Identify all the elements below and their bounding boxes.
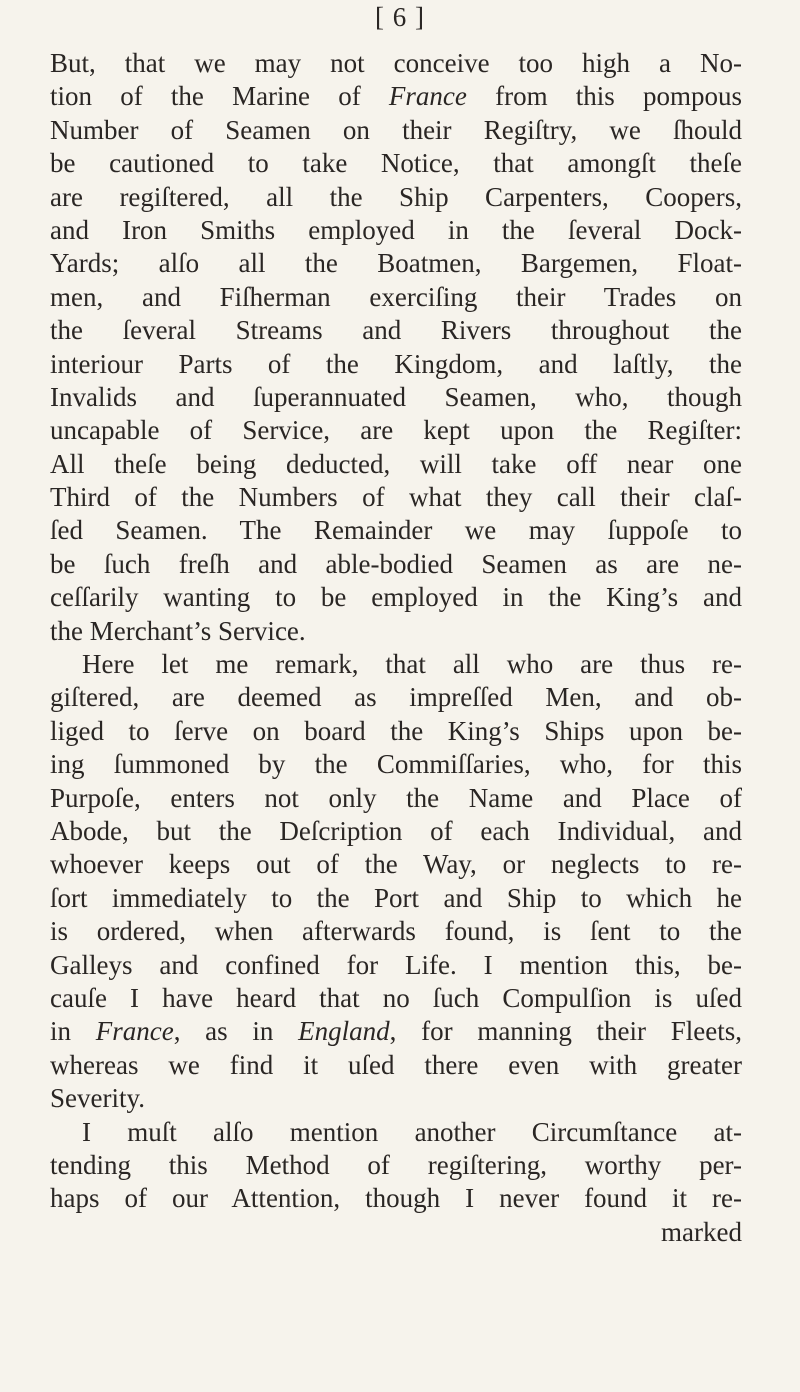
text-line: Third of the Numbers of what they call their claſ- [50, 482, 742, 513]
text-line: Here let me remark, that all who are thus re- [82, 649, 742, 680]
italic-place-name: France [95, 1016, 174, 1047]
text-line: All theſe being deducted, will take off near one [50, 448, 742, 479]
text-line: and Iron Smiths employed in the ſeveral Dock- [50, 214, 742, 245]
text-line: uncapable of Service, are kept upon the Regiſter: [50, 415, 742, 446]
text-line: giſtered, are deemed as impreſſed Men, and ob- [50, 682, 742, 713]
text-line: the ſeveral Streams and Rivers throughout the [50, 315, 742, 346]
page-number: [ 6 ] [375, 2, 425, 32]
text-line: Invalids and ſuperannuated Seamen, who, though [50, 381, 742, 412]
italic-place-name: France [388, 81, 467, 112]
text-line: Yards; alſo all the Boatmen, Bargemen, Float- [50, 248, 742, 279]
catchword: marked [661, 1216, 742, 1247]
text-line-with-italic: in France, as in England, for manning their Fleets, [50, 1016, 742, 1047]
text-line: I muſt alſo mention another Circumſtance at- [82, 1116, 742, 1147]
text-line: ing ſummoned by the Commiſſaries, who, for this [50, 749, 742, 780]
text-line: liged to ſerve on board the King’s Ships upon be- [50, 715, 742, 746]
body-text [50, 47, 742, 1249]
text-line: the Merchant’s Service. [50, 615, 306, 646]
text-line: ceſſarily wanting to be employed in the King’s and [50, 582, 742, 613]
text-line: interiour Parts of the Kingdom, and laſtly, the [50, 348, 742, 379]
text-line: Abode, but the Deſcription of each Individual, and [50, 815, 742, 846]
text-line: is ordered, when afterwards found, is ſent to the [50, 916, 742, 947]
text-line: But, that we may not conceive too high a No- [50, 48, 742, 78]
text-line: men, and Fiſherman exerciſing their Trades on [50, 281, 742, 312]
text-line: be cautioned to take Notice, that amongſt theſe [50, 148, 742, 179]
text-line: Severity. [50, 1083, 145, 1114]
text-line: are regiſtered, all the Ship Carpenters, Coopers, [50, 181, 742, 212]
text-line: tending this Method of regiſtering, worthy per- [50, 1149, 742, 1180]
text-line: ſort immediately to the Port and Ship to which he [50, 882, 742, 913]
text-line: whoever keeps out of the Way, or neglects to re- [50, 849, 742, 880]
text-line: cauſe I have heard that no ſuch Compulſion is uſed [50, 982, 742, 1013]
italic-place-name: England [298, 1016, 390, 1047]
text-line: ſed Seamen. The Remainder we may ſuppoſe to [50, 515, 742, 546]
text-line: haps of our Attention, though I never found it re- [50, 1183, 742, 1214]
text-line: Purpoſe, enters not only the Name and Place of [50, 782, 742, 813]
text-line-with-italic: tion of the Marine of France from this pompous [50, 81, 742, 112]
text-line: be ſuch freſh and able-bodied Seamen as are ne- [50, 548, 742, 579]
text-line: whereas we find it uſed there even with greater [50, 1049, 742, 1080]
text-line: Galleys and confined for Life. I mention this, be- [50, 949, 742, 980]
text-line: Number of Seamen on their Regiſtry, we ſhould [50, 114, 742, 145]
